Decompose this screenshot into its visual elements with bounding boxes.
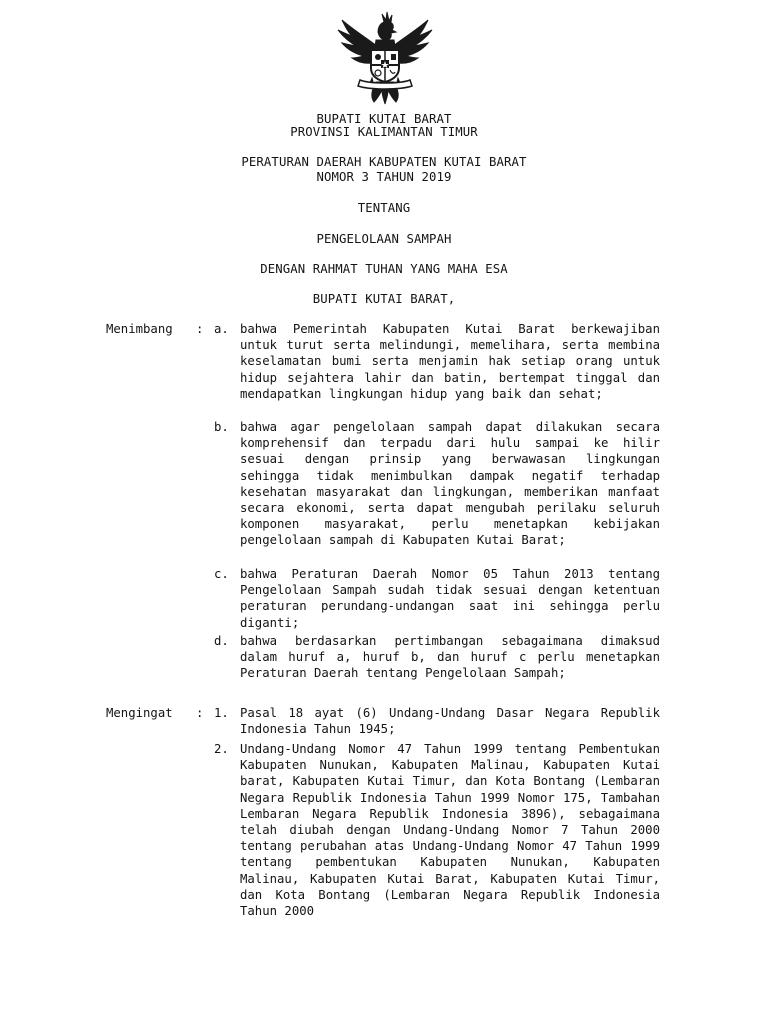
recalling-marker-1: 1. — [214, 706, 229, 720]
considering-marker-c: c. — [214, 567, 229, 581]
recalling-colon: : — [196, 706, 204, 720]
about-label: TENTANG — [357, 201, 411, 215]
considering-item-d: bahwa berdasarkan pertimbangan sebagaimana dimaksud dalam huruf a, huruf b, dan huruf c perlu menetapkan Peraturan Daerah tentang Pengelolaan Sampah; — [240, 634, 660, 681]
considering-marker-d: d. — [214, 634, 229, 648]
regulation-number: NOMOR 3 TAHUN 2019 — [316, 170, 452, 184]
considering-marker-b: b. — [214, 420, 229, 434]
province-name: PROVINSI KALIMANTAN TIMUR — [290, 125, 478, 139]
considering-item-c: bahwa Peraturan Daerah Nomor 05 Tahun 2013 tentang Pengelolaan Sampah sudah tidak sesuai dengan ketentuan peraturan perundang-undangan saat ini sehingga perlu diganti; — [240, 567, 660, 630]
recalling-label: Mengingat — [106, 706, 173, 720]
considering-label: Menimbang — [106, 322, 173, 336]
considering-colon: : — [196, 322, 204, 336]
garuda-emblem — [334, 10, 436, 106]
recalling-item-1: Pasal 18 ayat (6) Undang-Undang Dasar Negara Republik Indonesia Tahun 1945; — [240, 706, 660, 737]
recalling-item-2: Undang-Undang Nomor 47 Tahun 1999 tentang Pembentukan Kabupaten Nunukan, Kabupaten Malinau, Kabupaten Kutai barat, Kabupaten Kutai Timur, dan Kota Bontang (Lembaran Negara Republik Indonesia Tahun 1999 Nomor 175, Tambahan Lembaran Negara Republik Indonesia 3896), sebagaimana telah diubah dengan Undang-Undang Nomor 7 Tahun 2000 tentang perubahan atas Undang-Undang Nomor 47 Tahun 1999 tentang pembentukan Kabupaten Nunukan, Kabupaten Malinau, Kabupaten Kutai Barat, Kabupaten Kutai Timur, dan Kota Bontang (Lembaran Negara Republik Indonesia Tahun 2000 — [240, 742, 660, 919]
regulation-subject: PENGELOLAAN SAMPAH — [316, 232, 452, 246]
recalling-marker-2: 2. — [214, 742, 229, 756]
considering-item-a: bahwa Pemerintah Kabupaten Kutai Barat berkewajiban untuk turut serta melindungi, memelihara, serta membina keselamatan bumi serta menjamin hak setiap orang untuk hidup sejahtera lahir dan batin, bertempat tinggal dan mendapatkan lingkungan hidup yang baik dan sehat; — [240, 322, 660, 401]
enactor: BUPATI KUTAI BARAT, — [312, 292, 456, 306]
regulation-title: PERATURAN DAERAH KABUPATEN KUTAI BARAT — [241, 155, 527, 169]
considering-marker-a: a. — [214, 322, 229, 336]
regent-title: BUPATI KUTAI BARAT — [316, 112, 452, 126]
considering-item-b: bahwa agar pengelolaan sampah dapat dilakukan secara komprehensif dan terpadu dari hulu sampai ke hilir sesuai dengan prinsip yang berwawasan lingkungan sehingga tidak menimbulkan dampak negatif terhadap kesehatan masyarakat dan lingkungan, memberikan manfaat secara ekonomi, serta dapat mengubah perilaku seluruh komponen masyarakat, perlu menetapkan kebijakan pengelolaan sampah di Kabupaten Kutai Barat; — [240, 420, 660, 548]
invocation: DENGAN RAHMAT TUHAN YANG MAHA ESA — [260, 262, 508, 276]
